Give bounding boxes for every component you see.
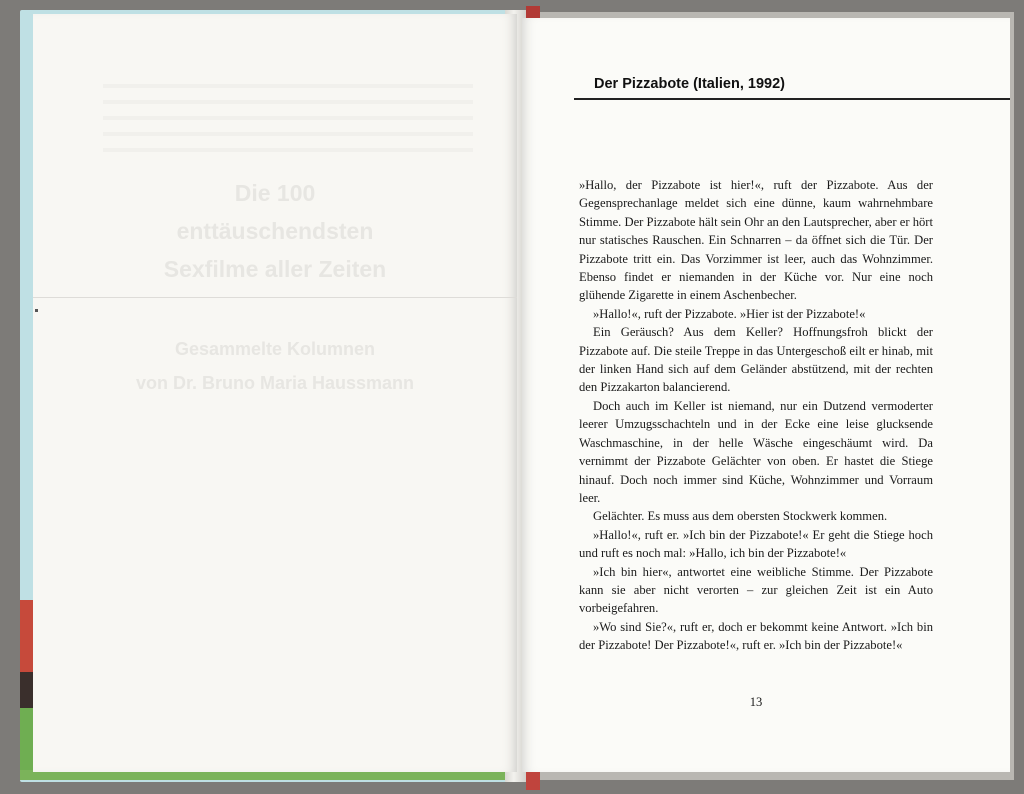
paragraph: »Wo sind Sie?«, ruft er, doch er bekommt keine Antwort. »Ich bin der Pizzabote! Der Pizzabote!«, ruft er. »Ich bin der Pizzabote!«	[579, 619, 933, 653]
showthrough-title-line: Sexfilme aller Zeiten	[163, 256, 387, 282]
running-head-rule	[574, 98, 1010, 100]
showthrough-title-line: enttäuschendsten	[176, 218, 374, 244]
page-fold-line	[33, 297, 517, 298]
paragraph: Gelächter. Es muss aus dem obersten Stockwerk kommen.	[593, 509, 888, 524]
showthrough-title	[33, 174, 517, 288]
right-page	[522, 18, 1010, 772]
page-number: 13	[749, 695, 763, 709]
running-head: Der Pizzabote (Italien, 1992)	[594, 76, 785, 92]
paragraph: »Hallo, der Pizzabote ist hier!«, ruft der Pizzabote. Aus der Gegensprechanlage meldet sich eine dünne, kaum wahrnehmbare Stimme. Der Pizzabote hält sein Ohr an den Lautsprecher, aber er hört nur statisches Rauschen. Ein Schnarren – da öffnet sich die Tür. Der Pizzabote tritt ein. Das Vorzimmer ist leer, auch das Wohnzimmer. Ebenso findet er niemanden in der Küche vor. Nur eine noch glühende Zigarette in einem Aschenbecher.	[579, 178, 933, 303]
left-page	[33, 14, 517, 772]
showthrough-subtitle-line: Gesammelte Kolumnen	[174, 339, 376, 359]
showthrough-subtitle	[33, 332, 517, 400]
paragraph: »Ich bin hier«, antwortet eine weibliche Stimme. Der Pizzabote kann sie aber nicht verorten – zur gleichen Zeit ist ein Auto vorbeigefahren.	[579, 564, 933, 616]
body-text	[579, 176, 933, 655]
showthrough-subtitle-line: von Dr. Bruno Maria Haussmann	[135, 373, 415, 393]
showthrough-lines	[103, 84, 473, 164]
paragraph: »Hallo!«, ruft der Pizzabote. »Hier ist der Pizzabote!«	[593, 306, 866, 321]
paragraph: Doch auch im Keller ist niemand, nur ein Dutzend vermoderter leerer Umzugsschachteln und in der Ecke eine leise glucksende Waschmaschine, in der helle Wäsche eingeschäumt wird. Da vernimmt der Pizzabote Gelächter von oben. Er hastet die Stiege hinauf. Doch noch immer sind Küche, Wohnzimmer und Vorraum leer.	[579, 398, 933, 505]
paragraph: »Hallo!«, ruft er. »Ich bin der Pizzabote!« Er geht die Stiege hoch und ruft es noch mal: »Hallo, ich bin der Pizzabote!«	[579, 527, 933, 561]
showthrough-title-line: Die 100	[234, 180, 316, 206]
paragraph: Ein Geräusch? Aus dem Keller? Hoffnungsfroh blickt der Pizzabote auf. Die steile Treppe in das Untergeschoß eilt er hinab, mit der linken Hand sich auf dem Geländer abstützend, mit der rechten den Pizzakarton balancierend.	[579, 325, 933, 395]
page-mark	[35, 309, 38, 312]
